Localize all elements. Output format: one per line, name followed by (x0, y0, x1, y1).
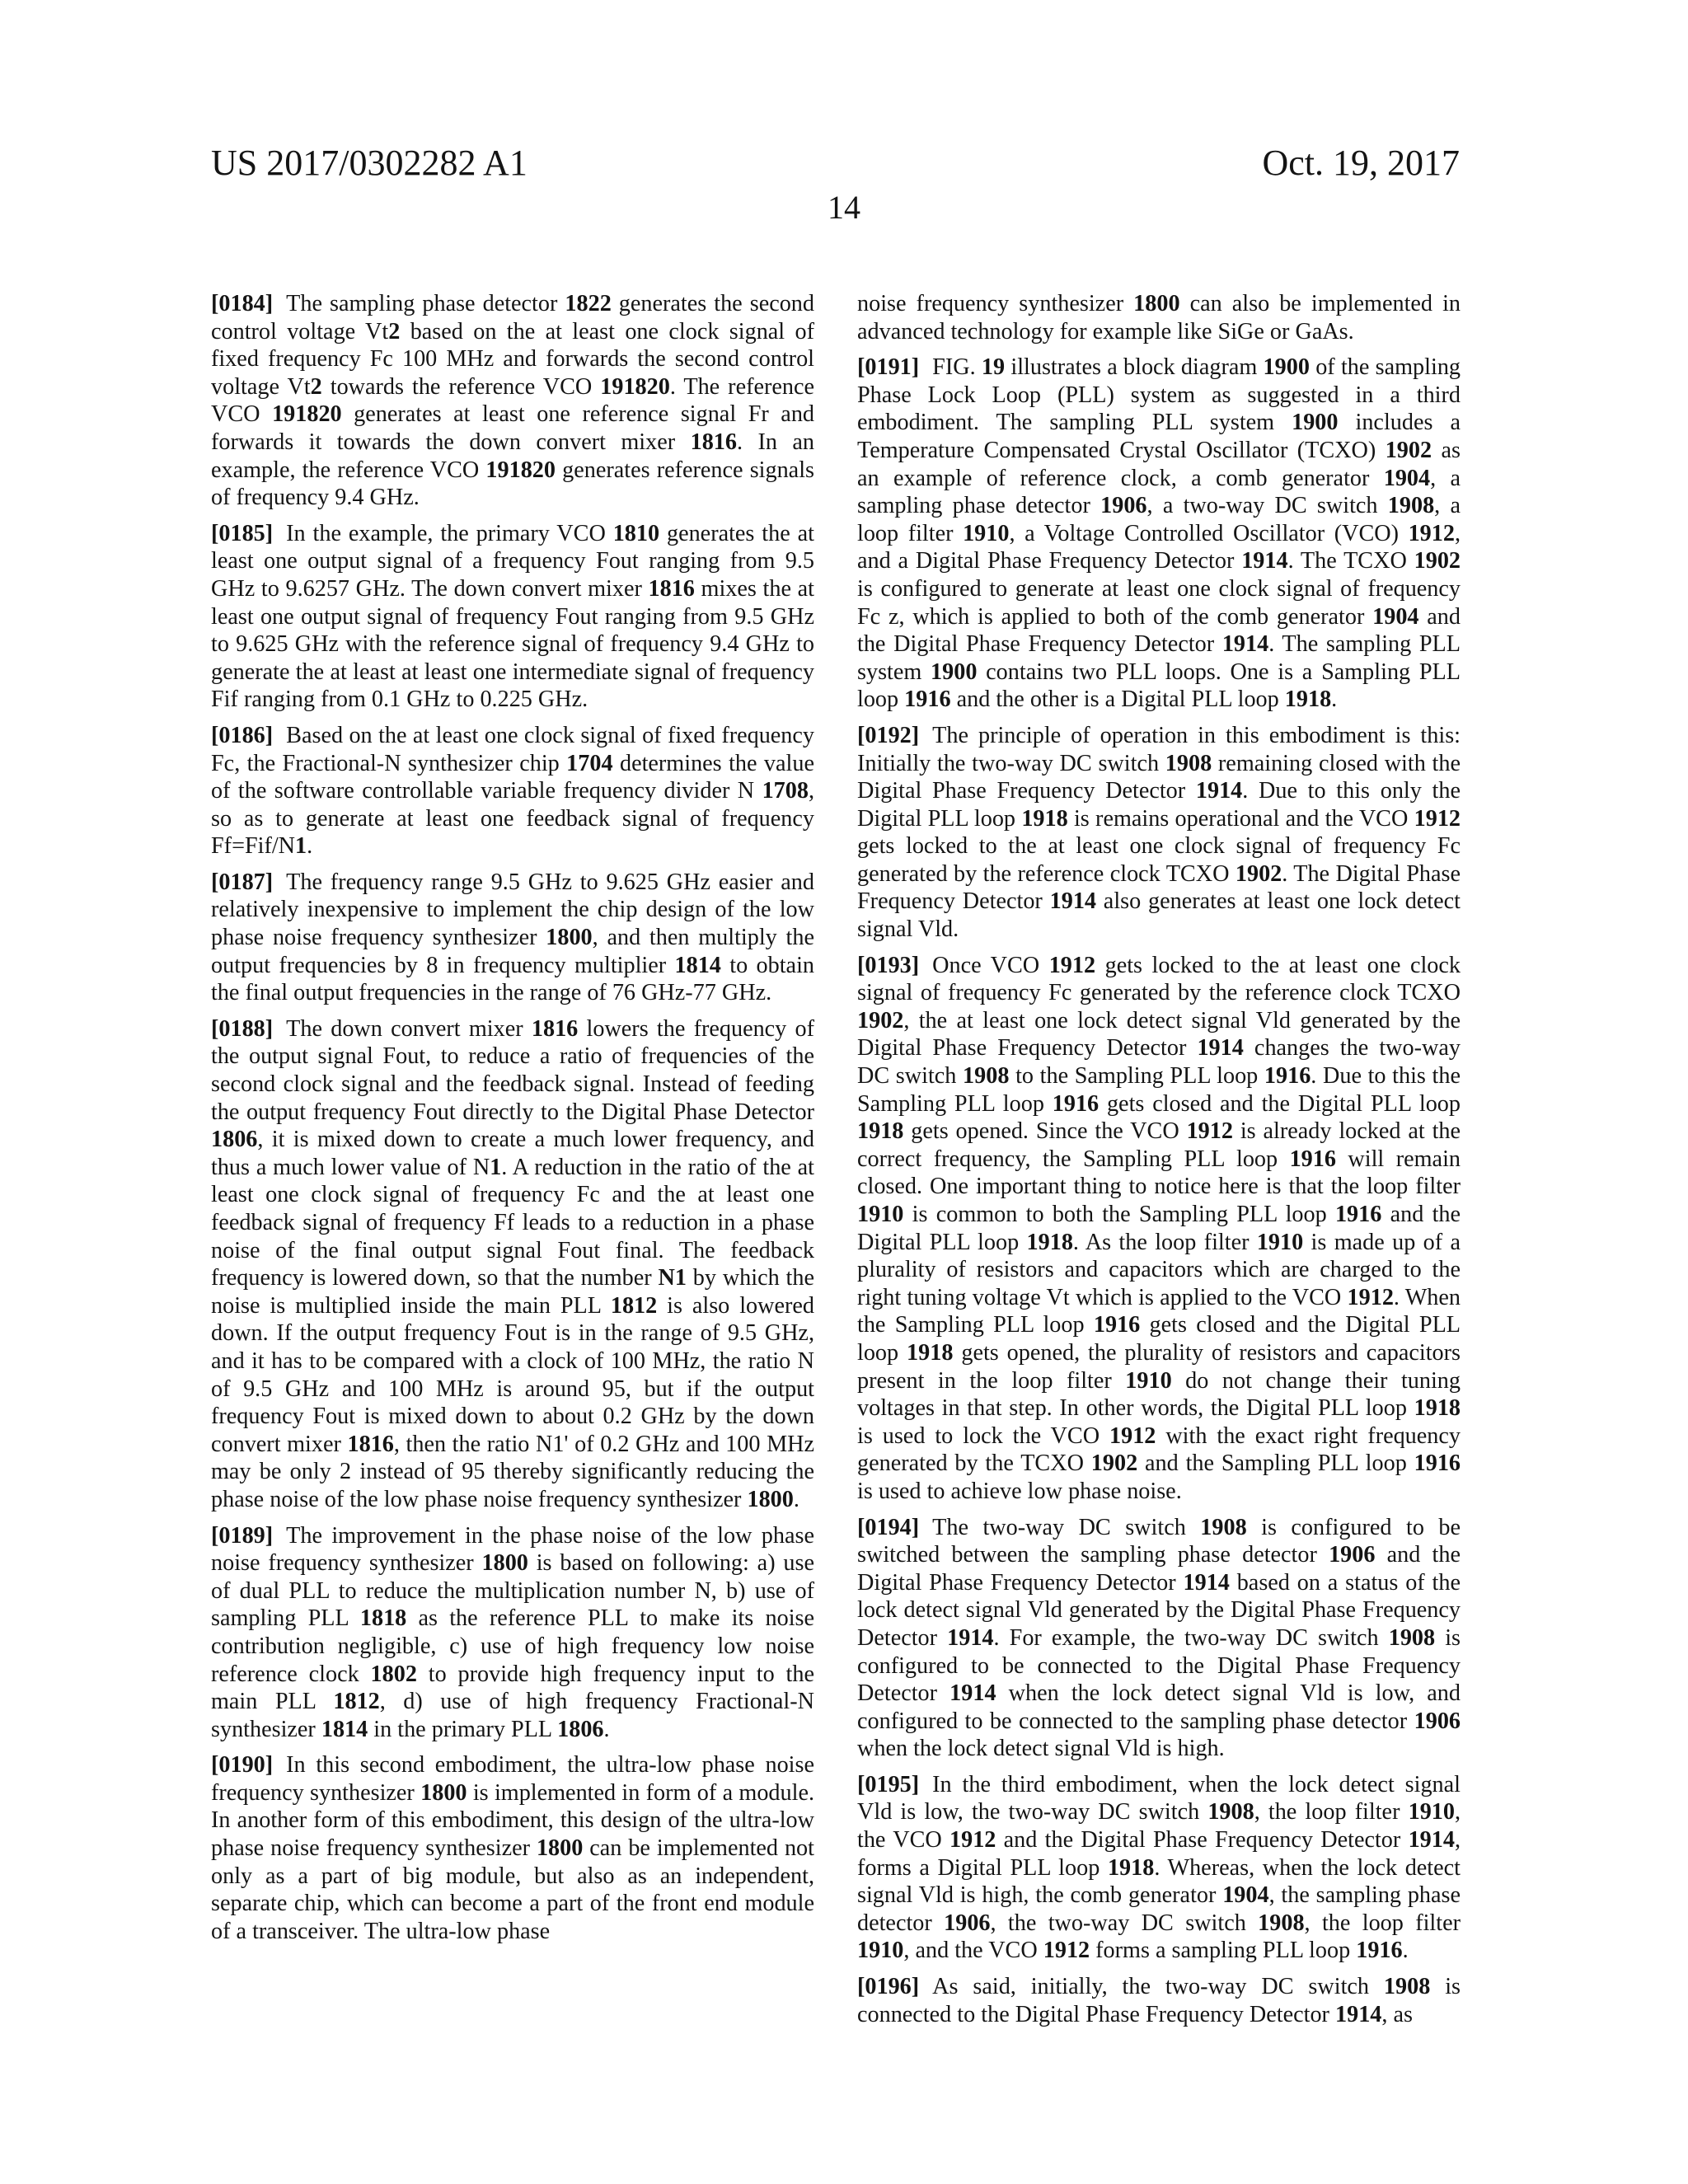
paragraph (857, 722, 1461, 944)
header-publication-number: US 2017/0302282 A1 (211, 143, 528, 183)
paragraph-number: [0184] (211, 291, 274, 316)
paragraph (211, 1522, 814, 1744)
paragraph-text: Based on the at least one clock signal of fixed frequency Fc, the Fractional-N synthesizer chip 1704 determines the value of the software controllable variable frequency divider N 1708, so as to generate at least one feedback signal of frequency Ff=Fif/N1. (211, 722, 814, 860)
paragraph-number: [0187] (211, 869, 274, 895)
header-date: Oct. 19, 2017 (1262, 143, 1460, 183)
paragraph-number: [0185] (211, 520, 274, 546)
paragraph-number: [0193] (857, 952, 920, 978)
right-column (857, 290, 1461, 2036)
paragraph (857, 290, 1461, 345)
paragraph (211, 1015, 814, 1514)
paragraph-text: The sampling phase detector 1822 generates the second control voltage Vt2 based on the at least one clock signal of fixed frequency Fc 100 MHz and forwards the second control voltage Vt2 towards the reference VCO 191820. The reference VCO 191820 generates at least one reference signal Fr and forwards it towards the down convert mixer 1816. In an example, the reference VCO 191820 generates reference signals of frequency 9.4 GHz. (211, 291, 815, 511)
paragraph (857, 354, 1461, 714)
paragraph (211, 1751, 814, 1945)
paragraph-text: In this second embodiment, the ultra-low phase noise frequency synthesizer 1800 is implemented in form of a module. In another form of this embodiment, this design of the ultra-low phase noise frequency synthesizer 1800 can be implemented not only as a part of big module, but also as an independent, separate chip, which can become a part of the front end module of a transceiver. The ultra-low phase (211, 1752, 814, 1944)
paragraph-text: Once VCO 1912 gets locked to the at least one clock signal of frequency Fc generated by the reference clock TCXO 1902, the at least one lock detect signal Vld generated by the Digital Phase Frequency Detector 1914 changes the two-way DC switch 1908 to the Sampling PLL loop 1916. Due to this the Sampling PLL loop 1916 gets closed and the Digital PLL loop 1918 gets opened. Since the VCO 1912 is already locked at the correct frequency, the Sampling PLL loop 1916 will remain closed. One important thing to notice here is that the loop filter 1910 is common to both the Sampling PLL loop 1916 and the Digital PLL loop 1918. As the loop filter 1910 is made up of a plurality of resistors and capacitors which are charged to the right tuning voltage Vt which is applied to the VCO 1912. When the Sampling PLL loop 1916 gets closed and the Digital PLL loop 1918 gets opened, the plurality of resistors and capacitors present in the loop filter 1910 do not change their tuning voltages in that step. In other words, the Digital PLL loop 1918 is used to lock the VCO 1912 with the exact right frequency generated by the TCXO 1902 and the Sampling PLL loop 1916 is used to achieve low phase noise. (857, 952, 1461, 1504)
paragraph-number: [0186] (211, 722, 274, 748)
paragraph-text: In the example, the primary VCO 1810 generates the at least one output signal of a frequency Fout ranging from 9.5 GHz to 9.6257 GHz. The down convert mixer 1816 mixes the at least one output signal of frequency Fout ranging from 9.5 GHz to 9.625 GHz with the reference signal of frequency 9.4 GHz to generate the at least at least one intermediate signal of frequency Fif ranging from 0.1 GHz to 0.225 GHz. (211, 520, 815, 713)
paragraph-text: noise frequency synthesizer 1800 can also be implemented in advanced technology for example like SiGe or GaAs. (857, 291, 1461, 344)
page-number: 14 (828, 189, 860, 226)
paragraph-text: The principle of operation in this embodiment is this: Initially the two-way DC switch 1908 remaining closed with the Digital Phase Frequency Detector 1914. Due to this only the Digital PLL loop 1918 is remains operational and the VCO 1912 gets locked to the at least one clock signal of frequency Fc generated by the reference clock TCXO 1902. The Digital Phase Frequency Detector 1914 also generates at least one lock detect signal Vld. (857, 722, 1461, 943)
paragraph-text: The down convert mixer 1816 lowers the frequency of the output signal Fout, to reduce a ratio of frequencies of the second clock signal and the feedback signal. Instead of feeding the output frequency Fout directly to the Digital Phase Detector 1806, it is mixed down to create a much lower frequency, and thus a much lower value of N1. A reduction in the ratio of the at least one clock signal of frequency Fc and the at least one feedback signal of frequency Ff leads to a reduction in a phase noise of the final output signal Fout final. The feedback frequency is lowered down, so that the number N1 by which the noise is multiplied inside the main PLL 1812 is also lowered down. If the output frequency Fout is in the range of 9.5 GHz, and it has to be compared with a clock of 100 MHz, the ratio N of 9.5 GHz and 100 MHz is around 95, but if the output frequency Fout is mixed down to about 0.2 GHz by the down convert mixer 1816, then the ratio N1' of 0.2 GHz and 100 MHz may be only 2 instead of 95 thereby significantly reducing the phase noise of the low phase noise frequency synthesizer 1800. (211, 1015, 815, 1512)
paragraph-number: [0190] (211, 1752, 274, 1779)
paragraph (857, 1514, 1461, 1763)
paragraph-text: FIG. 19 illustrates a block diagram 1900 of the sampling Phase Lock Loop (PLL) system as suggested in a third embodiment. The sampling PLL system 1900 includes a Temperature Compensated Crystal Oscillator (TCXO) 1902 as an example of reference clock, a comb generator 1904, a sampling phase detector 1906, a two-way DC switch 1908, a loop filter 1910, a Voltage Controlled Oscillator (VCO) 1912, and a Digital Phase Frequency Detector 1914. The TCXO 1902 is configured to generate at least one clock signal of frequency Fc z, which is applied to both of the comb generator 1904 and the Digital Phase Frequency Detector 1914. The sampling PLL system 1900 contains two PLL loops. One is a Sampling PLL loop 1916 and the other is a Digital PLL loop 1918. (857, 354, 1461, 713)
paragraph (857, 1973, 1461, 2028)
paragraph-number: [0192] (857, 722, 920, 748)
paragraph (857, 1771, 1461, 1965)
paragraph-number: [0194] (857, 1514, 920, 1540)
left-column (211, 290, 814, 1953)
paragraph (211, 869, 814, 1007)
paragraph-text: The frequency range 9.5 GHz to 9.625 GHz easier and relatively inexpensive to implement the chip design of the low phase noise frequency synthesizer 1800, and then multiply the output frequencies by 8 in frequency multiplier 1814 to obtain the final output frequencies in the range of 76 GHz-77 GHz. (211, 869, 814, 1006)
paragraph-number: [0189] (211, 1522, 274, 1549)
paragraph-text: In the third embodiment, when the lock detect signal Vld is low, the two-way DC switch 1908, the loop filter 1910, the VCO 1912 and the Digital Phase Frequency Detector 1914, forms a Digital PLL loop 1918. Whereas, when the lock detect signal Vld is high, the comb generator 1904, the sampling phase detector 1906, the two-way DC switch 1908, the loop filter 1910, and the VCO 1912 forms a sampling PLL loop 1916. (857, 1771, 1461, 1964)
paragraph (857, 952, 1461, 1506)
paragraph-text: As said, initially, the two-way DC switch 1908 is connected to the Digital Phase Frequency Detector 1914, as (857, 1974, 1461, 2027)
paragraph (211, 520, 814, 714)
paragraph-text: The two-way DC switch 1908 is configured to be switched between the sampling phase detector 1906 and the Digital Phase Frequency Detector 1914 based on a status of the lock detect signal Vld generated by the Digital Phase Frequency Detector 1914. For example, the two-way DC switch 1908 is configured to be connected to the Digital Phase Frequency Detector 1914 when the lock detect signal Vld is low, and configured to be connected to the sampling phase detector 1906 when the lock detect signal Vld is high. (857, 1514, 1461, 1762)
paragraph (211, 290, 814, 512)
paragraph-text: The improvement in the phase noise of the low phase noise frequency synthesizer 1800 is based on following: a) use of dual PLL to reduce the multiplication number N, b) use of sampling PLL 1818 as the reference PLL to make its noise contribution negligible, c) use of high frequency low noise reference clock 1802 to provide high frequency input to the main PLL 1812, d) use of high frequency Fractional-N synthesizer 1814 in the primary PLL 1806. (211, 1522, 815, 1742)
paragraph-number: [0191] (857, 354, 920, 381)
paragraph-number: [0195] (857, 1771, 920, 1797)
paragraph (211, 722, 814, 860)
paragraph-number: [0196] (857, 1974, 920, 2000)
paragraph-number: [0188] (211, 1015, 274, 1042)
